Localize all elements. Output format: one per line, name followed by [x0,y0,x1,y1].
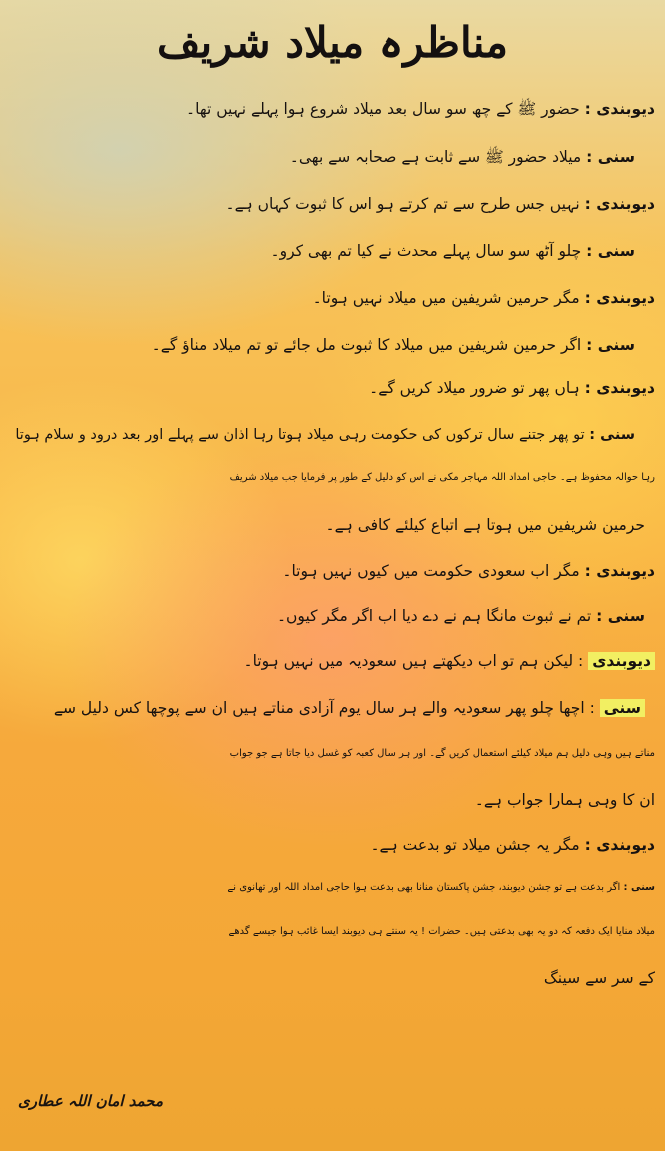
dialogue-line [226,193,656,215]
speaker-label: دیوبندی : [584,836,655,854]
dialogue-line [370,834,655,856]
dialogue-line [10,697,645,719]
line-text: حرمین شریفین میں ہوتا ہے اتباع کیلئے کافی ہے۔ [325,516,645,534]
speaker-label: سنی : [586,148,635,166]
line-text: کے سر سے سینگ [543,969,655,987]
speaker-label: دیوبندی : [584,562,655,580]
line-text: ہاں پھر تو ضرور میلاد کریں گے۔ [369,379,580,397]
dialogue-line [10,424,635,446]
line-text: ان کا وہی ہمارا جواب ہے۔ [474,791,655,809]
line-text: رہا حوالہ محفوظ ہے۔ حاجی امداد اللہ مہاجر مکی نے اس کو دلیل کے طور پر فرمایا جب میلاد شریف [229,472,655,483]
dialogue-line [282,560,655,582]
dialogue-line [290,146,635,168]
dialogue-line [152,334,635,356]
dialogue-line [277,605,645,627]
speaker-label: سنی : [623,882,655,893]
line-text: : لیکن ہم تو اب دیکھتے ہیں سعودیہ میں نہیں ہوتا۔ [243,652,584,670]
line-text: حضور ﷺ کے چھ سو سال بعد میلاد شروع ہوا پہلے نہیں تھا۔ [186,100,580,118]
dialogue-line [10,921,655,943]
line-text: اگر بدعت ہے تو جشن دیوبند، جشن پاکستان منانا بھی بدعت ہوا حاجی امداد اللہ اور تھانوی نے [227,882,621,893]
dialogue-line [271,240,636,262]
dialogue-line [10,877,655,899]
dialogue-line [475,789,655,811]
line-text: میلاد منایا ایک دفعہ کہ دو یہ بھی بدعتی ہیں۔ حضرات ! یہ سنتے ہی دیوبند ایسا غائب ہوا جیسے گدھے [228,926,655,937]
speaker-label: دیوبندی : [584,195,655,213]
dialogue-line [186,98,655,120]
dialogue-line [244,650,656,672]
line-text: مگر اب سعودی حکومت میں کیوں نہیں ہوتا۔ [282,562,580,580]
dialogue-line [326,514,645,536]
line-text: میلاد حضور ﷺ سے ثابت ہے صحابہ سے بھی۔ [289,148,582,166]
speaker-label: سنی : [596,607,645,625]
speaker-label: سنی : [586,242,635,260]
line-text: مگر یہ جشن میلاد تو بدعت ہے۔ [370,836,580,854]
page-title: مناظرہ میلاد شریف [157,18,508,67]
line-text: تو پھر جتنے سال ترکوں کی حکومت رہی میلاد ہوتا رہا اذان سے پہلے اور بعد درود و سلام ہوتا [15,427,585,443]
author-signature: محمد امان اللہ عطاری [18,1092,164,1110]
speaker-label: دیوبندی : [584,289,655,307]
speaker-label: سنی : [589,427,635,443]
line-text: تم نے ثبوت مانگا ہم نے دے دیا اب اگر مگر کیوں۔ [276,607,592,625]
speaker-label: دیوبندی [588,652,655,670]
line-text: مگر حرمین شریفین میں میلاد نہیں ہوتا۔ [312,289,580,307]
dialogue-line [10,743,655,765]
line-text: مناتے ہیں وہی دلیل ہم میلاد کیلئے استعمال کریں گے۔ اور ہر سال کعبہ کو غسل دیا جاتا ہے جو جواب [229,748,655,759]
speaker-label: سنی : [586,336,635,354]
line-text: چلو آٹھ سو سال پہلے محدث نے کیا تم بھی کرو۔ [270,242,582,260]
dialogue-line [369,377,655,399]
line-text: : اچھا چلو پھر سعودیہ والے ہر سال یوم آزادی مناتے ہیں ان سے پوچھا کس دلیل سے [53,699,595,717]
dialogue-line [313,287,655,309]
speaker-label: دیوبندی : [584,100,655,118]
line-text: نہیں جس طرح سے تم کرتے ہو اس کا ثبوت کہاں ہے۔ [225,195,580,213]
speaker-label: دیوبندی : [584,379,655,397]
speaker-label: سنی [600,699,645,717]
line-text: اگر حرمین شریفین میں میلاد کا ثبوت مل جائے تو تم میلاد مناؤ گے۔ [151,336,582,354]
dialogue-line [10,467,655,489]
dialogue-line [544,967,655,989]
